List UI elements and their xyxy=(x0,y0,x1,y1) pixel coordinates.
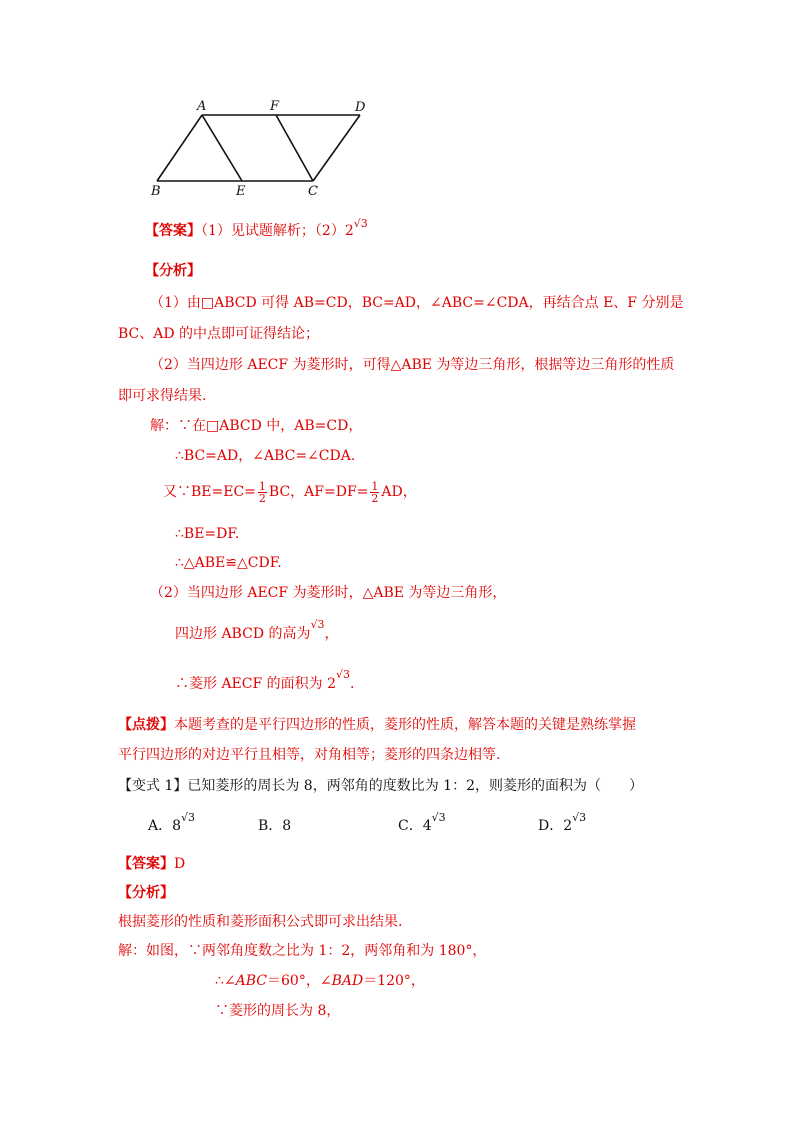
choice-d-label: D．2 xyxy=(538,818,573,834)
sqrt-icon: √3 xyxy=(572,811,587,824)
analysis-p1: （1）由□ABCD 可得 AB=CD，BC=AD，∠ABC=∠CDA，再结合点 E、F 分别是 xyxy=(150,295,684,311)
solution-l8a: ∴菱形 AECF 的面积为 2 xyxy=(175,676,337,692)
choice-c-label: C．4 xyxy=(398,818,432,834)
solution-l4: ∴BE=DF. xyxy=(175,526,240,542)
solution-l3 xyxy=(163,478,417,506)
solution-l8 xyxy=(175,668,355,694)
analysis2-s1: 解：如图，∵两邻角度数之比为 1：2，两邻角和为 180°， xyxy=(118,943,487,959)
fraction-half: $\frac{1}{2}$ xyxy=(258,479,266,505)
answer-tag: 【答案】 xyxy=(145,223,201,239)
solution-l6: （2）当四边形 AECF 为菱形时，△ABE 为等边三角形， xyxy=(150,585,507,601)
segment-AE xyxy=(202,115,242,181)
choice-b-label: B．8 xyxy=(258,818,292,834)
solution-l3a: 又∵BE=EC= xyxy=(163,484,256,500)
variant-question: 【变式 1】已知菱形的周长为 8，两邻角的度数比为 1：2，则菱形的面积为（ ） xyxy=(118,778,643,794)
solution-l3c: AD， xyxy=(381,484,417,500)
choice-d xyxy=(538,811,587,835)
solution-l2: ∴BC=AD，∠ABC=∠CDA. xyxy=(175,448,356,464)
sqrt-icon: √3 xyxy=(181,811,196,824)
solution-l5: ∴△ABE≌△CDF. xyxy=(175,555,282,571)
comment-l1 xyxy=(118,716,636,734)
analysis-p1b: BC、AD 的中点即可证得结论； xyxy=(118,326,320,342)
analysis-p2b: 即可求得结果. xyxy=(118,388,207,404)
sqrt-icon: √3 xyxy=(431,811,446,824)
answer2-value: D xyxy=(174,856,186,872)
label-A: A xyxy=(197,99,207,114)
analysis-tag: 【分析】 xyxy=(145,263,201,279)
solution-l7b: ， xyxy=(324,626,339,642)
sqrt-icon: √3 xyxy=(310,618,325,631)
analysis-p2: （2）当四边形 AECF 为菱形时，可得△ABE 为等边三角形，根据等边三角形的性质 xyxy=(150,357,675,373)
analysis2-s3: ∵菱形的周长为 8， xyxy=(215,1003,341,1019)
label-C: C xyxy=(308,184,318,199)
solution-l1: 解：∵在□ABCD 中，AB=CD， xyxy=(150,418,363,434)
choice-a xyxy=(148,811,196,835)
sqrt-icon: √3 xyxy=(353,217,368,230)
analysis2-p1: 根据菱形的性质和菱形面积公式即可求出结果. xyxy=(118,914,403,930)
choice-a-label: A．8 xyxy=(148,818,182,834)
comment-tag: 【点拨】 xyxy=(118,717,174,733)
choice-b xyxy=(258,815,291,835)
analysis2-s2: ∴∠ABC＝60°，∠BAD＝120°， xyxy=(215,973,425,989)
label-F: F xyxy=(270,99,280,114)
label-B: B xyxy=(151,184,161,199)
label-D: D xyxy=(355,100,366,115)
solution-l8b: . xyxy=(350,676,355,692)
segment-FC xyxy=(276,115,313,181)
answer2-tag: 【答案】 xyxy=(118,856,174,872)
choice-c xyxy=(398,811,446,835)
comment-text: 本题考查的是平行四边形的性质，菱形的性质，解答本题的关键是熟练掌握 xyxy=(174,717,636,733)
solution-l7 xyxy=(175,618,339,644)
analysis2-tag: 【分析】 xyxy=(118,885,174,901)
fraction-half: $\frac{1}{2}$ xyxy=(371,479,379,505)
comment-l2: 平行四边形的对边平行且相等，对角相等；菱形的四条边相等. xyxy=(118,747,501,763)
answer-line xyxy=(145,217,368,241)
solution-l7a: 四边形 ABCD 的高为 xyxy=(175,626,311,642)
solution-l3b: BC，AF=DF= xyxy=(268,484,369,500)
sqrt-icon: √3 xyxy=(336,668,351,681)
parallelogram-figure xyxy=(145,95,380,203)
answer2-line xyxy=(118,855,185,873)
segment-AB xyxy=(157,115,202,181)
label-E: E xyxy=(236,184,246,199)
answer-text: （1）见试题解析；（2）2 xyxy=(201,223,354,239)
segment-DC xyxy=(313,115,360,181)
